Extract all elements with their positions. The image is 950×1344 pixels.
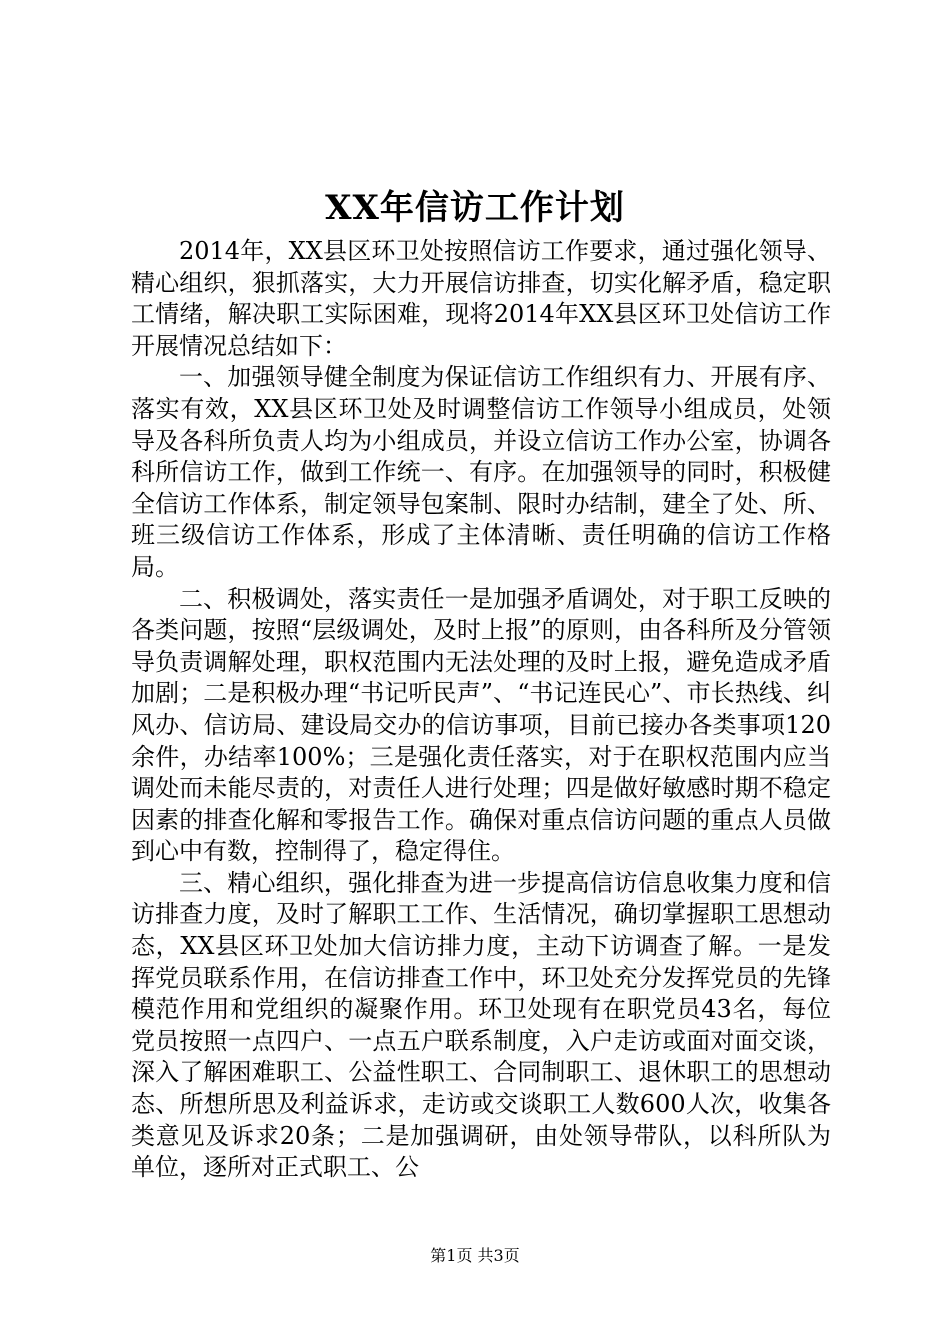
document-title: XX年信访工作计划 xyxy=(325,188,625,228)
paragraph-section-2: 二、积极调处，落实责任一是加强矛盾调处，对于职工反映的各类问题，按照“层级调处，及时上报”的原则，由各科所及分管领导负责调解处理，职权范围内无法处理的及时上报，避免造成矛盾加剧；二是积极办理“书记听民声”、“书记连民心”、市长热线、纠风办、信访局、建设局交办的信访事项，目前已接办各类事项120余件，办结率100%；三是强化责任落实，对于在职权范围内应当调处而未能尽责的，对责任人进行处理；四是做好敏感时期不稳定因素的排查化解和零报告工作。确保对重点信访问题的重点人员做到心中有数，控制得了，稳定得住。 xyxy=(131,584,831,866)
paragraph-section-1: 一、加强领导健全制度为保证信访工作组织有力、开展有序、落实有效，XX县区环卫处及时调整信访工作领导小组成员，处领导及各科所负责人均为小组成员，并设立信访工作办公室，协调各科所信访工作，做到工作统一、有序。在加强领导的同时，积极健全信访工作体系，制定领导包案制、限时办结制，建全了处、所、班三级信访工作体系，形成了主体清晰、责任明确的信访工作格局。 xyxy=(131,363,831,581)
document-body xyxy=(131,236,831,1184)
page-footer: 第1页 共3页 xyxy=(430,1246,520,1265)
paragraph-section-3: 三、精心组织，强化排查为进一步提高信访信息收集力度和信访排查力度，及时了解职工工作、生活情况，确切掌握职工思想动态，XX县区环卫处加大信访排力度，主动下访调查了解。一是发挥党员联系作用，在信访排查工作中，环卫处充分发挥党员的先锋模范作用和党组织的凝聚作用。环卫处现有在职党员43名，每位党员按照一点四户、一点五户联系制度，入户走访或面对面交谈，深入了解困难职工、公益性职工、合同制职工、退休职工的思想动态、所想所思及利益诉求，走访或交谈职工人数600人次，收集各类意见及诉求20条；二是加强调研，由处领导带队，以科所队为单位，逐所对正式职工、公 xyxy=(131,868,831,1182)
paragraph-intro: 2014年，XX县区环卫处按照信访工作要求，通过强化领导、精心组织，狠抓落实，大力开展信访排查，切实化解矛盾，稳定职工情绪，解决职工实际困难，现将2014年XX县区环卫处信访工作开展情况总结如下： xyxy=(131,237,831,360)
